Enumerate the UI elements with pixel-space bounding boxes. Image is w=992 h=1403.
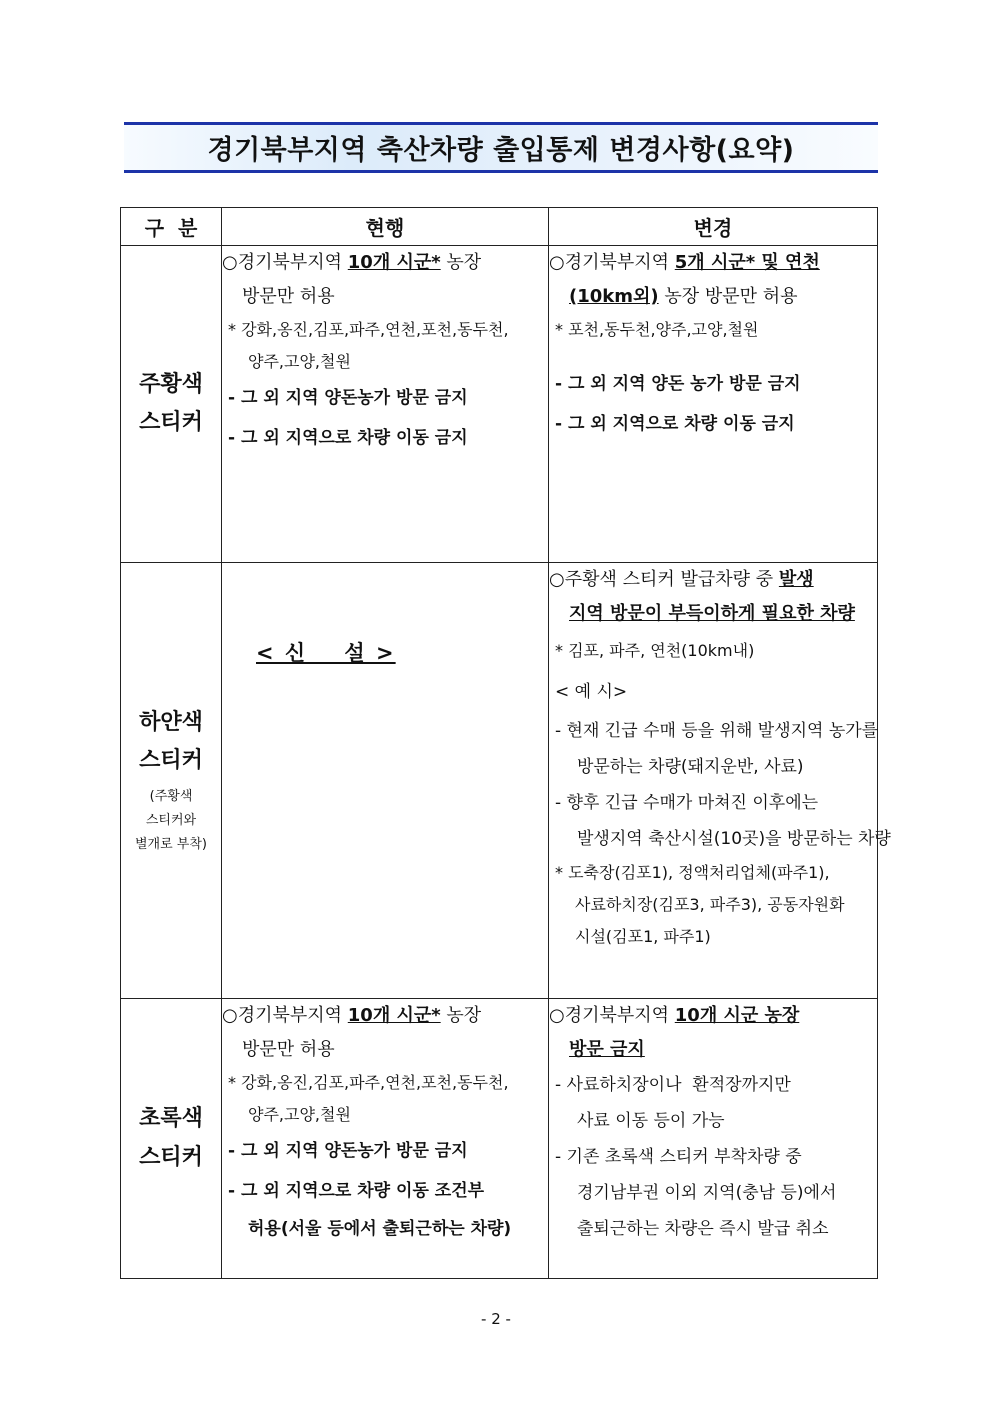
changed-orange-sticker [549,246,878,563]
category-name: 스티커 [139,748,203,774]
category-green-sticker [121,999,222,1279]
highlight-text: 발생 [778,569,814,590]
category-note: 별개로 부착) [135,837,207,853]
example-line: 발생지역 축산시설(10곳)을 방문하는 차량 [577,829,891,849]
category-name: 하얀색 [139,709,203,735]
text: ○주황색 스티커 발급차량 중 [549,569,779,590]
dash-line: - 그 외 지역으로 차량 이동 조건부 [228,1181,485,1201]
changed-green-sticker [549,999,878,1279]
footnote-line: * 강화,옹진,김포,파주,연천,포천,동두천, [228,1073,509,1092]
dash-line: - 그 외 지역으로 차량 이동 금지 [228,428,468,448]
header-current: 현행 [222,208,549,246]
current-orange-sticker [222,246,549,563]
highlight-text: 10개 시군* [347,252,441,273]
rule-line [549,280,877,314]
footnote-line: 양주,고양,철원 [248,1105,351,1124]
rule-line: - 기존 초록색 스티커 부착차량 중 [555,1147,802,1167]
rule-line: 출퇴근하는 차량은 즉시 발급 취소 [577,1219,829,1239]
footnote-line: 양주,고양,철원 [248,352,351,371]
dash-line: - 그 외 지역 양돈농가 방문 금지 [228,1141,468,1161]
dash-line: - 그 외 지역 양돈 농가 방문 금지 [555,374,801,394]
highlight-text: 방문 금지 [569,1039,645,1060]
example-heading: < 예 시> [555,682,628,702]
table-row-white-sticker [121,563,878,999]
example-line: - 향후 긴급 수매가 마쳐진 이후에는 [555,793,819,813]
category-name: 스티커 [139,1144,203,1170]
category-name: 주황색 [139,371,203,397]
document-title-banner [124,122,878,173]
current-white-sticker [222,563,549,999]
category-note: 스티커와 [145,812,197,828]
rule-line [549,597,877,631]
category-name: 초록색 [139,1106,203,1131]
header-category: 구 분 [121,208,222,246]
rule-line: 방문만 허용 [242,1039,335,1060]
footnote-line: 시설(김포1, 파주1) [575,927,711,946]
footnote-line: * 김포, 파주, 연천(10km내) [555,641,755,660]
document-title: 경기북부지역 축산차량 출입통제 변경사항(요약) [207,135,795,166]
category-note: (주황색 [149,788,193,804]
highlight-text: (10km외) [569,286,659,307]
changed-white-sticker [549,563,891,999]
footnote-line: * 포천,동두천,양주,고양,철원 [555,320,759,339]
dash-line: 허용(서울 등에서 출퇴근하는 차량) [248,1219,512,1239]
rule-line [549,999,877,1033]
highlight-text: 10개 시군* [347,1005,441,1026]
rule-line: - 사료하치장이나 환적장까지만 [555,1075,791,1095]
comparison-table [120,207,891,1279]
text: ○경기북부지역 [549,252,675,273]
category-orange-sticker [121,246,222,563]
header-changed: 변경 [549,208,878,246]
text: 농장 방문만 허용 [658,286,798,307]
dash-line: - 그 외 지역으로 차량 이동 금지 [555,414,795,434]
table-header-row [121,208,878,246]
rule-line [549,1033,877,1067]
highlight-text: 지역 방문이 부득이하게 필요한 차량 [569,603,855,624]
current-green-sticker [222,999,549,1279]
text: ○경기북부지역 [222,252,348,273]
rule-line [549,246,877,280]
page-number: - 2 - [481,1310,511,1328]
highlight-text: 5개 시군* 및 연천 [674,252,820,273]
rule-line: 사료 이동 등이 가능 [577,1111,725,1131]
rule-line: 방문만 허용 [242,286,335,307]
dash-line: - 그 외 지역 양돈농가 방문 금지 [228,388,468,408]
footnote-line: * 도축장(김포1), 정액처리업체(파주1), [555,863,830,882]
footnote-line: 사료하치장(김포3, 파주3), 공동자원화 [575,895,845,914]
footnote-line: * 강화,옹진,김포,파주,연천,포천,동두천, [228,320,509,339]
rule-line: 경기남부권 이외 지역(충남 등)에서 [577,1183,837,1203]
example-line: - 현재 긴급 수매 등을 위해 발생지역 농가를 [555,721,879,741]
highlight-text: 10개 시군 농장 [674,1005,800,1026]
new-label: < 신 설 > [256,641,396,665]
rule-line [222,246,548,280]
rule-line [549,563,877,597]
table-row-green-sticker [121,999,878,1279]
text: ○경기북부지역 [222,1005,348,1026]
category-white-sticker [121,563,222,999]
text: 농장 [440,252,482,273]
category-name: 스티커 [139,410,203,435]
example-line: 방문하는 차량(돼지운반, 사료) [577,757,804,777]
rule-line [222,999,548,1033]
table-row-orange-sticker [121,246,878,563]
text: 농장 [440,1005,482,1026]
text: ○경기북부지역 [549,1005,675,1026]
